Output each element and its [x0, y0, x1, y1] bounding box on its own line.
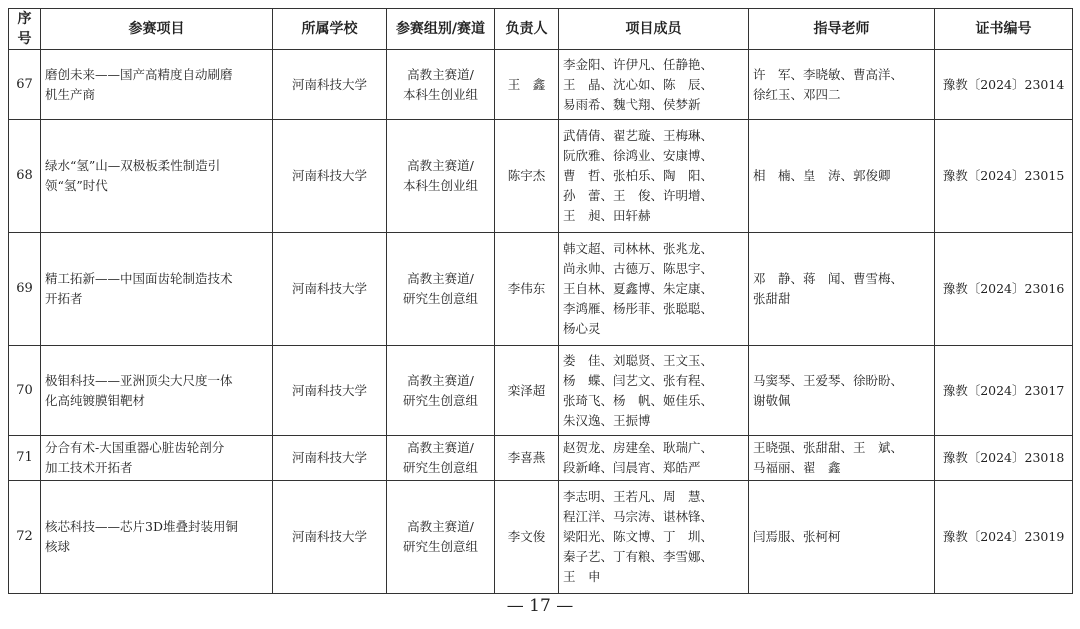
- advisors-cell-line: 相 楠、皇 涛、郭俊卿: [753, 168, 891, 183]
- members-cell-line: 李志明、王若凡、周 慧、: [563, 489, 714, 504]
- project-cell: [41, 50, 273, 120]
- project-cell-line: 磨创未来——国产高精度自动刷磨: [45, 66, 233, 82]
- school-cell: [273, 436, 387, 481]
- track-cell: [387, 233, 495, 346]
- school-cell: [273, 233, 387, 346]
- advisors-cell: [749, 481, 935, 594]
- leader-cell: [495, 233, 559, 346]
- leader-cell: [495, 346, 559, 436]
- track-cell-line: 高教主赛道/: [407, 440, 474, 455]
- track-cell-line: 高教主赛道/: [407, 519, 474, 534]
- advisors-cell: [749, 120, 935, 233]
- project-cell-line: 化高纯镀膜钼靶材: [45, 392, 146, 408]
- project-cell-line: 加工技术开拓者: [45, 460, 133, 475]
- school-cell-text: 河南科技大学: [291, 529, 367, 544]
- leader-cell-text: 陈宇杰: [507, 168, 546, 183]
- leader-cell-text: 栾泽超: [507, 382, 546, 398]
- advisors-cell-line: 许 军、李晓敏、曹高洋、: [753, 66, 904, 82]
- leader-cell: [495, 50, 559, 120]
- members-cell-line: 张琦飞、杨 帆、姬佳乐、: [563, 392, 714, 408]
- advisors-cell-line: 谢敬佩: [753, 392, 791, 408]
- members-cell-line: 王 晶、沈心如、陈 辰、: [563, 76, 714, 92]
- header-advisors: 指导老师: [749, 9, 935, 50]
- cert-cell-text: 豫教〔2024〕23014: [942, 76, 1065, 92]
- cert-cell: [935, 120, 1073, 233]
- index-cell-text: 70: [16, 382, 33, 398]
- members-cell-line: 武倩倩、翟艺璇、王梅琳、: [563, 128, 714, 143]
- members-cell: [559, 436, 749, 481]
- members-cell-line: 朱汉逸、王振博: [563, 412, 651, 428]
- index-cell: [9, 481, 41, 594]
- project-cell: [41, 436, 273, 481]
- table-row: [9, 120, 1073, 233]
- project-cell: [41, 120, 273, 233]
- header-cert: 证书编号: [935, 9, 1073, 50]
- table-row: [9, 436, 1073, 481]
- members-cell-line: 曹 哲、张柏乐、陶 阳、: [563, 168, 714, 183]
- project-cell-line: 精工拓新——中国面齿轮制造技术: [45, 271, 233, 286]
- school-cell: [273, 120, 387, 233]
- track-cell-line: 本科生创业组: [402, 86, 478, 102]
- index-cell: [9, 120, 41, 233]
- members-cell-line: 娄 佳、刘聪贤、王文玉、: [563, 352, 714, 368]
- leader-cell-text: 王 鑫: [507, 76, 546, 92]
- members-cell-line: 韩文超、司林林、张兆龙、: [563, 241, 714, 256]
- index-cell: [9, 50, 41, 120]
- members-cell-line: 赵贺龙、房建垒、耿瑞广、: [563, 440, 714, 455]
- track-cell: [387, 481, 495, 594]
- project-cell-line: 核芯科技——芯片3D堆叠封装用铜: [45, 519, 238, 534]
- table-row: [9, 50, 1073, 120]
- header-project: 参赛项目: [41, 9, 273, 50]
- table-row: [9, 233, 1073, 346]
- members-cell-line: 杨心灵: [563, 321, 601, 336]
- index-cell: [9, 346, 41, 436]
- members-cell-line: 尚永帅、古德万、陈思宇、: [563, 261, 714, 276]
- index-cell-text: 71: [16, 450, 33, 465]
- cert-cell-text: 豫教〔2024〕23019: [942, 529, 1065, 544]
- cert-cell-text: 豫教〔2024〕23016: [942, 281, 1065, 296]
- table-row: [9, 481, 1073, 594]
- header-track: 参赛组别/赛道: [387, 9, 495, 50]
- members-cell-line: 秦子艺、丁有粮、李雪娜、: [563, 549, 714, 564]
- school-cell-text: 河南科技大学: [291, 76, 367, 92]
- track-cell-line: 高教主赛道/: [407, 158, 474, 173]
- project-cell-line: 领“氢”时代: [45, 178, 108, 193]
- members-cell: [559, 50, 749, 120]
- header-school: 所属学校: [273, 9, 387, 50]
- leader-cell: [495, 481, 559, 594]
- project-cell-line: 机生产商: [45, 86, 96, 102]
- track-cell-line: 研究生创意组: [402, 392, 478, 408]
- members-cell-line: 易雨希、魏弋翔、侯梦新: [563, 96, 701, 112]
- leader-cell-text: 李喜燕: [507, 450, 546, 465]
- advisors-cell: [749, 233, 935, 346]
- members-cell: [559, 481, 749, 594]
- school-cell-text: 河南科技大学: [291, 281, 367, 296]
- track-cell-line: 本科生创业组: [402, 178, 478, 193]
- track-cell-line: 高教主赛道/: [407, 66, 474, 82]
- track-cell: [387, 346, 495, 436]
- members-cell: [559, 233, 749, 346]
- members-cell-line: 王 申: [563, 569, 601, 584]
- track-cell-line: 研究生创意组: [402, 291, 478, 306]
- project-cell-line: 分合有术-大国重器心脏齿轮剖分: [45, 440, 225, 455]
- school-cell: [273, 50, 387, 120]
- advisors-cell: [749, 436, 935, 481]
- cert-cell-text: 豫教〔2024〕23015: [942, 168, 1065, 183]
- project-cell: [41, 481, 273, 594]
- cert-cell-text: 豫教〔2024〕23017: [942, 382, 1065, 398]
- leader-cell-text: 李伟东: [507, 281, 546, 296]
- project-cell-line: 开拓者: [45, 291, 83, 306]
- table-header-row: [9, 9, 1073, 50]
- advisors-cell-line: 王晓强、张甜甜、王 斌、: [753, 440, 904, 455]
- index-cell-text: 67: [16, 76, 33, 92]
- project-cell-line: 绿水“氢”山—双极板柔性制造引: [45, 158, 221, 173]
- table-row: [9, 346, 1073, 436]
- track-cell: [387, 50, 495, 120]
- leader-cell: [495, 120, 559, 233]
- members-cell-line: 王 昶、田轩赫: [563, 208, 651, 223]
- track-cell-line: 高教主赛道/: [407, 372, 474, 388]
- cert-cell: [935, 481, 1073, 594]
- advisors-cell-line: 马窦琴、王爱琴、徐盼盼、: [753, 372, 904, 388]
- header-index: 序号: [9, 9, 41, 50]
- track-cell-line: 高教主赛道/: [407, 271, 474, 286]
- school-cell-text: 河南科技大学: [291, 382, 367, 398]
- track-cell: [387, 436, 495, 481]
- school-cell: [273, 346, 387, 436]
- school-cell: [273, 481, 387, 594]
- members-cell-line: 王自林、夏鑫博、朱定康、: [563, 281, 714, 296]
- cert-cell: [935, 233, 1073, 346]
- table-body: [9, 50, 1073, 594]
- project-cell: [41, 346, 273, 436]
- index-cell: [9, 233, 41, 346]
- members-cell-line: 段新峰、闫晨宵、郑皓严: [563, 460, 701, 475]
- track-cell-line: 研究生创意组: [402, 460, 478, 475]
- index-cell-text: 69: [16, 281, 33, 296]
- advisors-cell-line: 马福丽、翟 鑫: [753, 460, 841, 475]
- award-table: [8, 8, 1073, 594]
- index-cell-text: 72: [16, 529, 33, 544]
- members-cell-line: 阮欣雅、徐鸿业、安康博、: [563, 148, 714, 163]
- project-cell: [41, 233, 273, 346]
- page-number: — 17 —: [506, 596, 574, 616]
- advisors-cell-line: 徐红玉、邓四二: [753, 86, 841, 102]
- project-cell-line: 核球: [45, 539, 71, 554]
- members-cell: [559, 346, 749, 436]
- track-cell-line: 研究生创意组: [402, 539, 478, 554]
- school-cell-text: 河南科技大学: [291, 450, 367, 465]
- index-cell: [9, 436, 41, 481]
- members-cell-line: 孙 蕾、王 俊、许明增、: [563, 188, 714, 203]
- index-cell-text: 68: [16, 168, 33, 183]
- cert-cell: [935, 436, 1073, 481]
- cert-cell-text: 豫教〔2024〕23018: [942, 450, 1065, 465]
- leader-cell: [495, 436, 559, 481]
- advisors-cell-line: 闫焉服、张柯柯: [753, 529, 841, 544]
- header-members: 项目成员: [559, 9, 749, 50]
- members-cell-line: 李金阳、许伊凡、任静艳、: [563, 56, 714, 72]
- cert-cell: [935, 50, 1073, 120]
- header-leader: 负责人: [495, 9, 559, 50]
- advisors-cell-line: 张甜甜: [753, 291, 791, 306]
- track-cell: [387, 120, 495, 233]
- cert-cell: [935, 346, 1073, 436]
- leader-cell-text: 李文俊: [507, 529, 546, 544]
- members-cell-line: 李鸿雁、杨彤菲、张聪聪、: [563, 301, 714, 316]
- project-cell-line: 极钼科技——亚洲顶尖大尺度一体: [45, 372, 233, 388]
- school-cell-text: 河南科技大学: [291, 168, 367, 183]
- advisors-cell-line: 邓 静、蒋 闻、曹雪梅、: [753, 271, 904, 286]
- members-cell: [559, 120, 749, 233]
- members-cell-line: 程江洋、马宗涛、谌林锋、: [563, 509, 714, 524]
- members-cell-line: 杨 蝶、闫艺文、张有程、: [563, 372, 714, 388]
- members-cell-line: 梁阳光、陈文博、丁 圳、: [563, 529, 714, 544]
- advisors-cell: [749, 346, 935, 436]
- advisors-cell: [749, 50, 935, 120]
